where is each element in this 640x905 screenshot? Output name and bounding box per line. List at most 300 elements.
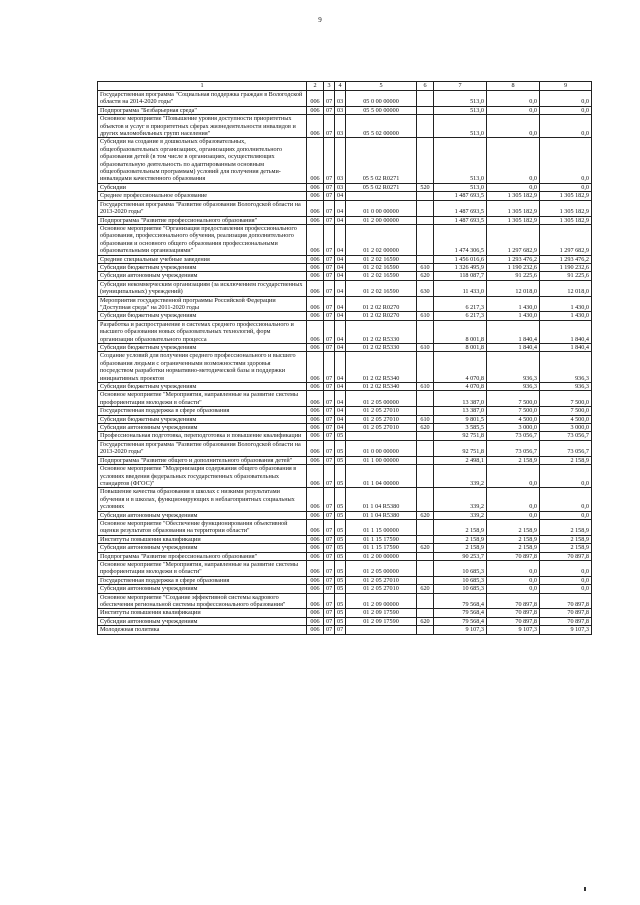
- target-article-code: 01 2 09 17590: [346, 609, 417, 617]
- section-code: 07: [324, 617, 335, 625]
- row-name: Субсидии бюджетным учреждениям: [98, 263, 307, 271]
- target-article-code: 01 2 02 R5330: [346, 344, 417, 352]
- amount-year-3: 0,0: [540, 91, 592, 107]
- table-row: [98, 593, 592, 609]
- section-code: 07: [324, 456, 335, 464]
- target-article-code: 01 2 09 17590: [346, 617, 417, 625]
- column-header-7: 7: [434, 82, 487, 91]
- table-row: [98, 424, 592, 432]
- expense-type-code: 610: [417, 415, 434, 423]
- ministry-code: 006: [307, 456, 324, 464]
- target-article-code: 01 2 05 27010: [346, 424, 417, 432]
- target-article-code: 01 2 02 R5340: [346, 383, 417, 391]
- target-article-code: 05 0 00 00000: [346, 91, 417, 107]
- amount-year-1: 13 387,0: [434, 407, 487, 415]
- section-code: 07: [324, 320, 335, 343]
- amount-year-2: 0,0: [487, 115, 540, 138]
- amount-year-3: 7 500,0: [540, 391, 592, 407]
- row-name: Государственная программа "Социальная поддержка граждан в Вологодской области на 2014-2020 годы": [98, 91, 307, 107]
- amount-year-3: 0,0: [540, 560, 592, 576]
- row-name: Средние специальные учебные заведения: [98, 255, 307, 263]
- row-name: Основное мероприятие "Модернизация содержания общего образования в условиях введения федеральных государственных образовательных стандартов (ФГОС)": [98, 465, 307, 488]
- amount-year-2: 7 500,0: [487, 391, 540, 407]
- amount-year-1: 9 801,5: [434, 415, 487, 423]
- row-name: Основное мероприятие "Повышение уровня доступности приоритетных объектов и услуг в приоритетных сферах жизнедеятельности инвалидов и других маломобильных групп населения": [98, 115, 307, 138]
- amount-year-1: 79 568,4: [434, 617, 487, 625]
- row-name: Подпрограмма "Безбарьерная среда": [98, 106, 307, 114]
- target-article-code: 01 2 00 00000: [346, 216, 417, 224]
- ministry-code: 006: [307, 224, 324, 255]
- target-article-code: 01 1 00 00000: [346, 456, 417, 464]
- section-code: 07: [324, 407, 335, 415]
- amount-year-1: 1 456 016,6: [434, 255, 487, 263]
- subsection-code: 03: [335, 91, 346, 107]
- target-article-code: 05 5 00 00000: [346, 106, 417, 114]
- subsection-code: 04: [335, 344, 346, 352]
- row-name: Субсидии бюджетным учреждениям: [98, 344, 307, 352]
- section-code: 07: [324, 415, 335, 423]
- column-header-9: 9: [540, 82, 592, 91]
- subsection-code: 04: [335, 424, 346, 432]
- table-row: [98, 272, 592, 280]
- amount-year-3: 0,0: [540, 576, 592, 584]
- target-article-code: 01 1 15 17590: [346, 544, 417, 552]
- expense-type-code: [417, 106, 434, 114]
- row-name: Субсидии автономным учреждениям: [98, 617, 307, 625]
- amount-year-2: 91 225,6: [487, 272, 540, 280]
- ministry-code: 006: [307, 576, 324, 584]
- amount-year-1: 4 070,8: [434, 352, 487, 383]
- amount-year-2: 70 897,8: [487, 617, 540, 625]
- section-code: 07: [324, 296, 335, 312]
- section-code: 07: [324, 552, 335, 560]
- amount-year-2: 0,0: [487, 488, 540, 511]
- amount-year-1: 2 158,9: [434, 535, 487, 543]
- amount-year-1: 8 001,8: [434, 320, 487, 343]
- table-row: [98, 585, 592, 593]
- table-row: [98, 296, 592, 312]
- table-header-row: [98, 82, 592, 91]
- target-article-code: 01 2 02 R0270: [346, 296, 417, 312]
- amount-year-3: 1 190 232,6: [540, 263, 592, 271]
- amount-year-3: 936,3: [540, 383, 592, 391]
- subsection-code: 05: [335, 511, 346, 519]
- section-code: 07: [324, 488, 335, 511]
- row-name: Государственная поддержка в сфере образования: [98, 576, 307, 584]
- amount-year-2: 1 190 232,6: [487, 263, 540, 271]
- amount-year-2: 936,3: [487, 383, 540, 391]
- table-row: [98, 91, 592, 107]
- table-row: [98, 115, 592, 138]
- section-code: 07: [324, 544, 335, 552]
- column-header-2: 2: [307, 82, 324, 91]
- section-code: 07: [324, 312, 335, 320]
- amount-year-3: 0,0: [540, 511, 592, 519]
- table-row: [98, 224, 592, 255]
- ministry-code: 006: [307, 192, 324, 200]
- table-row: [98, 511, 592, 519]
- table-row: [98, 576, 592, 584]
- section-code: 07: [324, 576, 335, 584]
- amount-year-2: 2 158,9: [487, 456, 540, 464]
- amount-year-1: 1 474 306,5: [434, 224, 487, 255]
- amount-year-2: 12 018,0: [487, 280, 540, 296]
- target-article-code: 01 1 15 17590: [346, 535, 417, 543]
- section-code: 07: [324, 224, 335, 255]
- amount-year-2: 0,0: [487, 465, 540, 488]
- amount-year-1: 9 107,3: [434, 626, 487, 634]
- row-name: Субсидии автономным учреждениям: [98, 544, 307, 552]
- expense-type-code: [417, 440, 434, 456]
- expense-type-code: [417, 352, 434, 383]
- subsection-code: 05: [335, 432, 346, 440]
- row-name: Основное мероприятие "Обеспечение функционирования объективной оценки результатов образования на территории области": [98, 519, 307, 535]
- amount-year-3: 1 293 476,2: [540, 255, 592, 263]
- amount-year-1: 2 158,9: [434, 544, 487, 552]
- subsection-code: 03: [335, 106, 346, 114]
- amount-year-1: 339,2: [434, 465, 487, 488]
- amount-year-2: 7 500,0: [487, 407, 540, 415]
- section-code: 07: [324, 352, 335, 383]
- section-code: 07: [324, 585, 335, 593]
- target-article-code: 01 1 04 R5380: [346, 511, 417, 519]
- expense-type-code: [417, 456, 434, 464]
- target-article-code: [346, 626, 417, 634]
- row-name: Государственная программа "Развитие образования Вологодской области на 2013-2020 годы": [98, 440, 307, 456]
- subsection-code: 04: [335, 224, 346, 255]
- row-name: Подпрограмма "Развитие профессионального образования": [98, 216, 307, 224]
- amount-year-1: 90 253,7: [434, 552, 487, 560]
- subsection-code: 05: [335, 609, 346, 617]
- ministry-code: 006: [307, 544, 324, 552]
- page-number: 9: [318, 16, 322, 24]
- table-row: [98, 617, 592, 625]
- table-row: [98, 488, 592, 511]
- subsection-code: 04: [335, 216, 346, 224]
- ministry-code: 006: [307, 255, 324, 263]
- ministry-code: 006: [307, 383, 324, 391]
- subsection-code: 05: [335, 488, 346, 511]
- expense-type-code: [417, 192, 434, 200]
- target-article-code: [346, 432, 417, 440]
- expense-type-code: 620: [417, 585, 434, 593]
- section-code: 07: [324, 424, 335, 432]
- table-row: [98, 192, 592, 200]
- subsection-code: 05: [335, 617, 346, 625]
- subsection-code: 05: [335, 544, 346, 552]
- ministry-code: 006: [307, 280, 324, 296]
- amount-year-1: 10 685,3: [434, 576, 487, 584]
- ministry-code: 006: [307, 106, 324, 114]
- amount-year-3: 9 107,3: [540, 626, 592, 634]
- ministry-code: 006: [307, 263, 324, 271]
- expense-type-code: 610: [417, 383, 434, 391]
- section-code: 07: [324, 115, 335, 138]
- table-row: [98, 519, 592, 535]
- amount-year-3: 2 158,9: [540, 456, 592, 464]
- section-code: 07: [324, 272, 335, 280]
- ministry-code: 006: [307, 200, 324, 216]
- amount-year-2: 936,3: [487, 352, 540, 383]
- table-row: [98, 383, 592, 391]
- ministry-code: 006: [307, 344, 324, 352]
- row-name: Основное мероприятие "Создание эффективной системы кадрового обеспечения региональной системы профессионального образования": [98, 593, 307, 609]
- amount-year-3: 0,0: [540, 183, 592, 191]
- section-code: 07: [324, 383, 335, 391]
- amount-year-1: 6 217,3: [434, 312, 487, 320]
- subsection-code: 05: [335, 593, 346, 609]
- amount-year-1: 2 158,9: [434, 519, 487, 535]
- amount-year-3: 73 056,7: [540, 440, 592, 456]
- expense-type-code: 520: [417, 183, 434, 191]
- subsection-code: 04: [335, 415, 346, 423]
- expense-type-code: [417, 224, 434, 255]
- subsection-code: 05: [335, 465, 346, 488]
- amount-year-1: 10 685,3: [434, 560, 487, 576]
- section-code: 07: [324, 106, 335, 114]
- subsection-code: 07: [335, 626, 346, 634]
- target-article-code: 01 2 02 R5330: [346, 320, 417, 343]
- amount-year-2: 1 297 682,9: [487, 224, 540, 255]
- expense-type-code: [417, 576, 434, 584]
- amount-year-1: 513,0: [434, 106, 487, 114]
- amount-year-3: 0,0: [540, 488, 592, 511]
- amount-year-1: 92 751,8: [434, 440, 487, 456]
- section-code: 07: [324, 192, 335, 200]
- subsection-code: 05: [335, 440, 346, 456]
- row-name: Подпрограмма "Развитие профессионального образования": [98, 552, 307, 560]
- section-code: 07: [324, 280, 335, 296]
- amount-year-3: 1 430,0: [540, 312, 592, 320]
- ministry-code: 006: [307, 91, 324, 107]
- expense-type-code: [417, 296, 434, 312]
- target-article-code: 01 2 02 R0270: [346, 312, 417, 320]
- row-name: Субсидии: [98, 183, 307, 191]
- section-code: 07: [324, 432, 335, 440]
- expense-type-code: [417, 138, 434, 183]
- expense-type-code: [417, 519, 434, 535]
- target-article-code: 05 5 02 00000: [346, 115, 417, 138]
- expense-type-code: [417, 255, 434, 263]
- row-name: Создание условий для получения среднего профессионального и высшего образования людьми с ограниченными возможностями здоровья посредством разработки нормативно-методической базы и поддержки инициативных проектов: [98, 352, 307, 383]
- amount-year-2: 70 897,8: [487, 609, 540, 617]
- row-name: Мероприятия государственной программы Российской Федерации "Доступная среда" на 2011-2020 годы: [98, 296, 307, 312]
- expense-type-code: [417, 407, 434, 415]
- table-row: [98, 552, 592, 560]
- expense-type-code: 630: [417, 280, 434, 296]
- subsection-code: 04: [335, 312, 346, 320]
- subsection-code: 03: [335, 115, 346, 138]
- ministry-code: 006: [307, 617, 324, 625]
- amount-year-2: 1 305 182,9: [487, 200, 540, 216]
- table-row: [98, 320, 592, 343]
- row-name: Субсидии бюджетным учреждениям: [98, 312, 307, 320]
- row-name: Институты повышения квалификации: [98, 609, 307, 617]
- amount-year-2: 1 430,0: [487, 296, 540, 312]
- amount-year-2: 4 500,0: [487, 415, 540, 423]
- expense-type-code: [417, 488, 434, 511]
- column-header-5: 5: [346, 82, 417, 91]
- subsection-code: 04: [335, 391, 346, 407]
- amount-year-2: 1 430,0: [487, 312, 540, 320]
- target-article-code: 01 2 09 00000: [346, 593, 417, 609]
- section-code: 07: [324, 391, 335, 407]
- target-article-code: 01 2 05 27010: [346, 585, 417, 593]
- target-article-code: 01 1 04 00000: [346, 465, 417, 488]
- column-header-8: 8: [487, 82, 540, 91]
- amount-year-3: 70 897,8: [540, 552, 592, 560]
- target-article-code: 01 1 15 00000: [346, 519, 417, 535]
- subsection-code: 05: [335, 576, 346, 584]
- amount-year-1: 3 585,5: [434, 424, 487, 432]
- column-header-6: 6: [417, 82, 434, 91]
- ministry-code: 006: [307, 138, 324, 183]
- subsection-code: 04: [335, 407, 346, 415]
- target-article-code: [346, 192, 417, 200]
- amount-year-3: 2 158,9: [540, 519, 592, 535]
- table-row: [98, 626, 592, 634]
- section-code: 07: [324, 560, 335, 576]
- amount-year-3: 0,0: [540, 106, 592, 114]
- amount-year-1: 10 685,3: [434, 585, 487, 593]
- amount-year-1: 1 487 693,5: [434, 192, 487, 200]
- expense-type-code: 610: [417, 312, 434, 320]
- expense-type-code: 620: [417, 511, 434, 519]
- amount-year-2: 0,0: [487, 106, 540, 114]
- row-name: Субсидии некоммерческим организациям (за исключением государственных (муниципальных) учреждений): [98, 280, 307, 296]
- section-code: 07: [324, 465, 335, 488]
- target-article-code: 01 2 05 00000: [346, 560, 417, 576]
- table-row: [98, 344, 592, 352]
- expense-type-code: [417, 216, 434, 224]
- amount-year-2: 2 158,9: [487, 519, 540, 535]
- target-article-code: 01 0 00 00000: [346, 440, 417, 456]
- subsection-code: 04: [335, 352, 346, 383]
- row-name: Субсидии автономным учреждениям: [98, 585, 307, 593]
- expense-type-code: [417, 115, 434, 138]
- table-row: [98, 312, 592, 320]
- section-code: 07: [324, 200, 335, 216]
- target-article-code: 01 1 04 R5380: [346, 488, 417, 511]
- target-article-code: 01 2 05 27010: [346, 576, 417, 584]
- subsection-code: 04: [335, 192, 346, 200]
- amount-year-2: 1 840,4: [487, 344, 540, 352]
- amount-year-1: 13 387,0: [434, 391, 487, 407]
- expense-type-code: 610: [417, 263, 434, 271]
- amount-year-2: 0,0: [487, 585, 540, 593]
- amount-year-3: 1 840,4: [540, 320, 592, 343]
- section-code: 07: [324, 91, 335, 107]
- expense-type-code: [417, 391, 434, 407]
- expense-type-code: [417, 465, 434, 488]
- amount-year-1: 513,0: [434, 115, 487, 138]
- ministry-code: 006: [307, 440, 324, 456]
- row-name: Субсидии автономным учреждениям: [98, 272, 307, 280]
- table-row: [98, 183, 592, 191]
- expense-type-code: [417, 593, 434, 609]
- amount-year-3: 7 500,0: [540, 407, 592, 415]
- table-row: [98, 415, 592, 423]
- amount-year-2: 70 897,8: [487, 552, 540, 560]
- amount-year-1: 2 498,1: [434, 456, 487, 464]
- subsection-code: 04: [335, 280, 346, 296]
- amount-year-2: 9 107,3: [487, 626, 540, 634]
- ministry-code: 006: [307, 609, 324, 617]
- amount-year-3: 0,0: [540, 465, 592, 488]
- subsection-code: 03: [335, 183, 346, 191]
- row-name: Основное мероприятие "Мероприятия, направленные на развитие системы профориентации молодежи в области": [98, 391, 307, 407]
- ministry-code: 006: [307, 115, 324, 138]
- table-row: [98, 560, 592, 576]
- ministry-code: 006: [307, 415, 324, 423]
- table-row: [98, 440, 592, 456]
- section-code: 07: [324, 263, 335, 271]
- amount-year-3: 1 840,4: [540, 344, 592, 352]
- amount-year-1: 513,0: [434, 183, 487, 191]
- table-row: [98, 391, 592, 407]
- amount-year-1: 513,0: [434, 138, 487, 183]
- table-row: [98, 263, 592, 271]
- amount-year-1: 513,0: [434, 91, 487, 107]
- row-name: Субсидии автономным учреждениям: [98, 424, 307, 432]
- table-row: [98, 456, 592, 464]
- ministry-code: 006: [307, 511, 324, 519]
- ministry-code: 006: [307, 552, 324, 560]
- row-name: Основное мероприятие "Мероприятия, направленные на развитие системы профориентации молодежи в области": [98, 560, 307, 576]
- row-name: Повышение качества образования в школах с низкими результатами обучения и в школах, функционирующих в неблагоприятных социальных условиях: [98, 488, 307, 511]
- subsection-code: 04: [335, 200, 346, 216]
- table-row: [98, 280, 592, 296]
- table-row: [98, 535, 592, 543]
- subsection-code: 05: [335, 585, 346, 593]
- table-row: [98, 609, 592, 617]
- table-row: [98, 432, 592, 440]
- amount-year-1: 118 087,7: [434, 272, 487, 280]
- amount-year-2: 1 840,4: [487, 320, 540, 343]
- amount-year-3: 1 305 182,9: [540, 192, 592, 200]
- subsection-code: 05: [335, 535, 346, 543]
- expense-type-code: [417, 609, 434, 617]
- expense-type-code: 620: [417, 544, 434, 552]
- row-name: Государственная поддержка в сфере образования: [98, 407, 307, 415]
- amount-year-3: 2 158,9: [540, 535, 592, 543]
- amount-year-2: 1 305 182,9: [487, 192, 540, 200]
- amount-year-2: 0,0: [487, 560, 540, 576]
- ministry-code: 006: [307, 519, 324, 535]
- table-row: [98, 544, 592, 552]
- ministry-code: 006: [307, 183, 324, 191]
- amount-year-2: 0,0: [487, 138, 540, 183]
- table-row: [98, 106, 592, 114]
- subsection-code: 04: [335, 255, 346, 263]
- amount-year-1: 339,2: [434, 511, 487, 519]
- target-article-code: 01 2 02 16590: [346, 255, 417, 263]
- ministry-code: 006: [307, 296, 324, 312]
- subsection-code: 04: [335, 383, 346, 391]
- amount-year-2: 1 293 476,2: [487, 255, 540, 263]
- ministry-code: 006: [307, 432, 324, 440]
- subsection-code: 04: [335, 272, 346, 280]
- row-name: Государственная программа "Развитие образования Вологодской области на 2013-2020 годы": [98, 200, 307, 216]
- row-name: Субсидии на создание в дошкольных образовательных, общеобразовательных организациях, организациях дополнительного образования детей (в том числе в организациях, осуществляющих образовательную деятельность по адаптированным основным общеобразовательным программам) условий для получения детьми-инвалидами качественного образования: [98, 138, 307, 183]
- row-name: Разработка и распространение в системах среднего профессионального и высшего образования новых образовательных технологий, форм организации образовательного процесса: [98, 320, 307, 343]
- table-row: [98, 200, 592, 216]
- target-article-code: 01 2 02 R5340: [346, 352, 417, 383]
- amount-year-1: 79 568,4: [434, 609, 487, 617]
- target-article-code: 01 0 00 00000: [346, 200, 417, 216]
- table-row: [98, 352, 592, 383]
- table-row: [98, 465, 592, 488]
